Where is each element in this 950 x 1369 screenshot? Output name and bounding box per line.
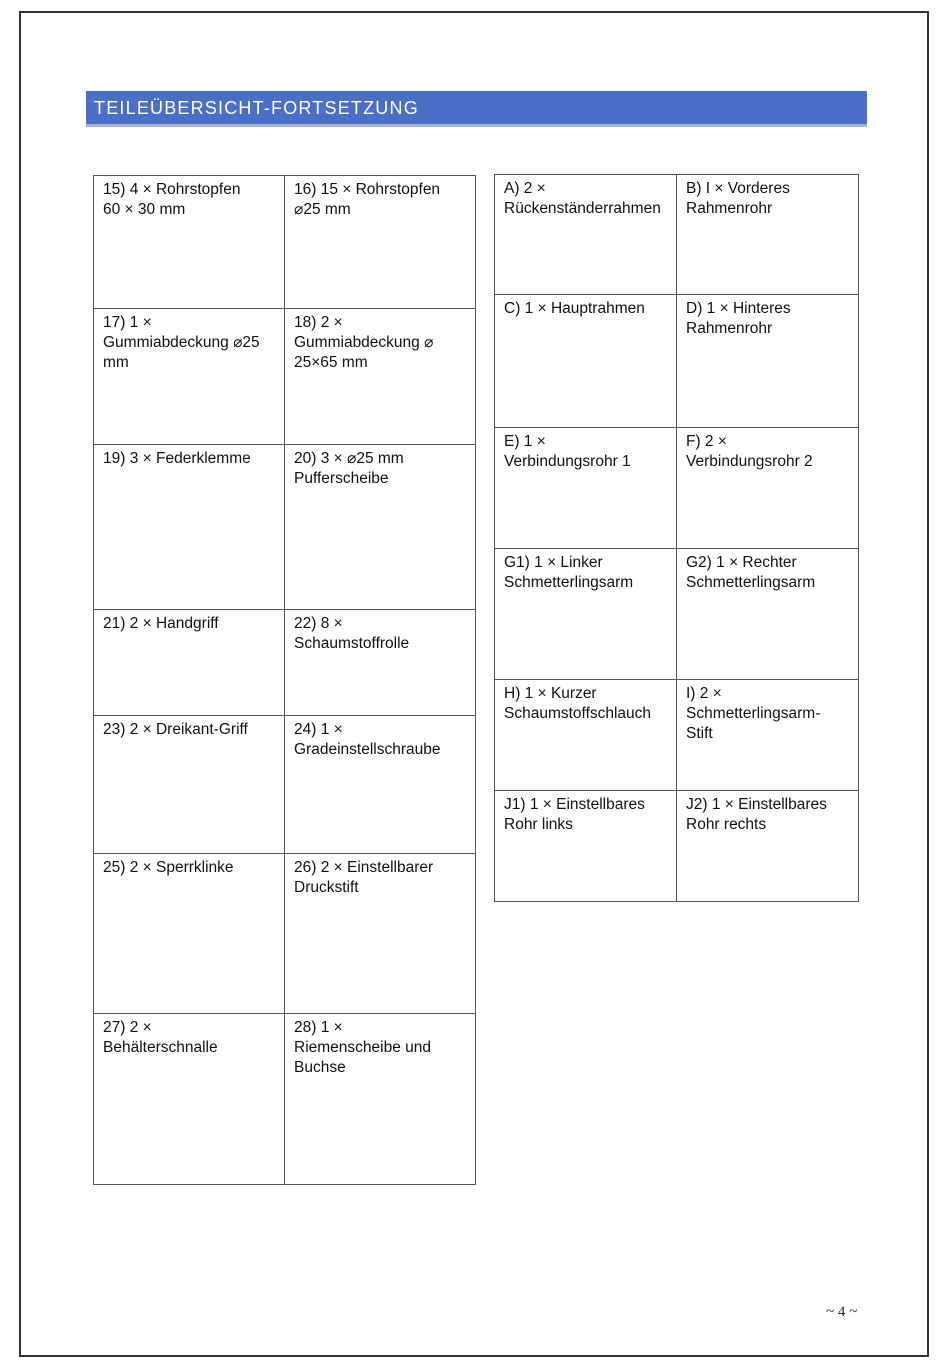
part-label: G1) 1 × Linker Schmetterlingsarm [504,554,634,591]
part-label: 28) 1 × Riemenscheibe und Buchse [294,1019,432,1076]
part-cell-25 [94,854,285,1014]
page-number: ~ 4 ~ [826,1304,858,1320]
part-cell-26 [285,854,476,1014]
part-label: F) 2 × Verbindungsrohr 2 [686,433,813,470]
part-label: G2) 1 × Rechter Schmetterlingsarm [686,554,816,591]
part-label: 27) 2 × Behälterschnalle [103,1019,218,1056]
part-cell-g2 [677,549,859,680]
part-cell-b [677,175,859,295]
part-label: 22) 8 × Schaumstoffrolle [294,615,410,652]
part-label: 17) 1 × Gummiabdeckung ⌀25 mm [103,314,260,371]
part-cell-17 [94,309,285,445]
part-label: 19) 3 × Federklemme [103,450,251,467]
part-cell-18 [285,309,476,445]
part-label: 26) 2 × Einstellbarer Druckstift [294,859,434,896]
part-cell-c [495,295,677,428]
parts-table-left [93,175,476,1185]
part-cell-f [677,428,859,549]
part-label: 24) 1 × Gradeinstellschraube [294,721,441,758]
part-label: 18) 2 × Gummiabdeckung ⌀ 25×65 mm [294,314,434,371]
part-label: 15) 4 × Rohrstopfen 60 × 30 mm [103,181,241,218]
parts-table-right [494,174,859,902]
part-cell-h [495,680,677,791]
section-title: TEILEÜBERSICHT-FORTSETZUNG [94,98,419,118]
part-cell-24 [285,716,476,854]
part-label: J1) 1 × Einstellbares Rohr links [504,796,645,833]
part-cell-27 [94,1014,285,1185]
part-cell-j2 [677,791,859,902]
part-label: A) 2 × Rückenständerrahmen [504,180,661,217]
part-label: 21) 2 × Handgriff [103,615,219,632]
part-label: E) 1 × Verbindungsrohr 1 [504,433,631,470]
part-label: 16) 15 × Rohrstopfen ⌀25 mm [294,181,441,218]
part-cell-15 [94,176,285,309]
part-cell-a [495,175,677,295]
part-cell-23 [94,716,285,854]
part-cell-j1 [495,791,677,902]
part-label: 23) 2 × Dreikant-Griff [103,721,248,738]
part-label: J2) 1 × Einstellbares Rohr rechts [686,796,827,833]
part-cell-i [677,680,859,791]
part-label: I) 2 × Schmetterlingsarm- Stift [686,685,821,742]
part-cell-g1 [495,549,677,680]
part-label: 20) 3 × ⌀25 mm Pufferscheibe [294,450,404,487]
part-cell-28 [285,1014,476,1185]
part-cell-20 [285,445,476,610]
part-cell-21 [94,610,285,716]
section-header-bar [86,91,867,127]
part-cell-22 [285,610,476,716]
part-label: C) 1 × Hauptrahmen [504,300,645,317]
part-cell-d [677,295,859,428]
part-label: H) 1 × Kurzer Schaumstoffschlauch [504,685,652,722]
part-label: D) 1 × Hinteres Rahmenrohr [686,300,791,337]
part-cell-19 [94,445,285,610]
part-label: 25) 2 × Sperrklinke [103,859,234,876]
part-label: B) I × Vorderes Rahmenrohr [686,180,790,217]
part-cell-16 [285,176,476,309]
part-cell-e [495,428,677,549]
